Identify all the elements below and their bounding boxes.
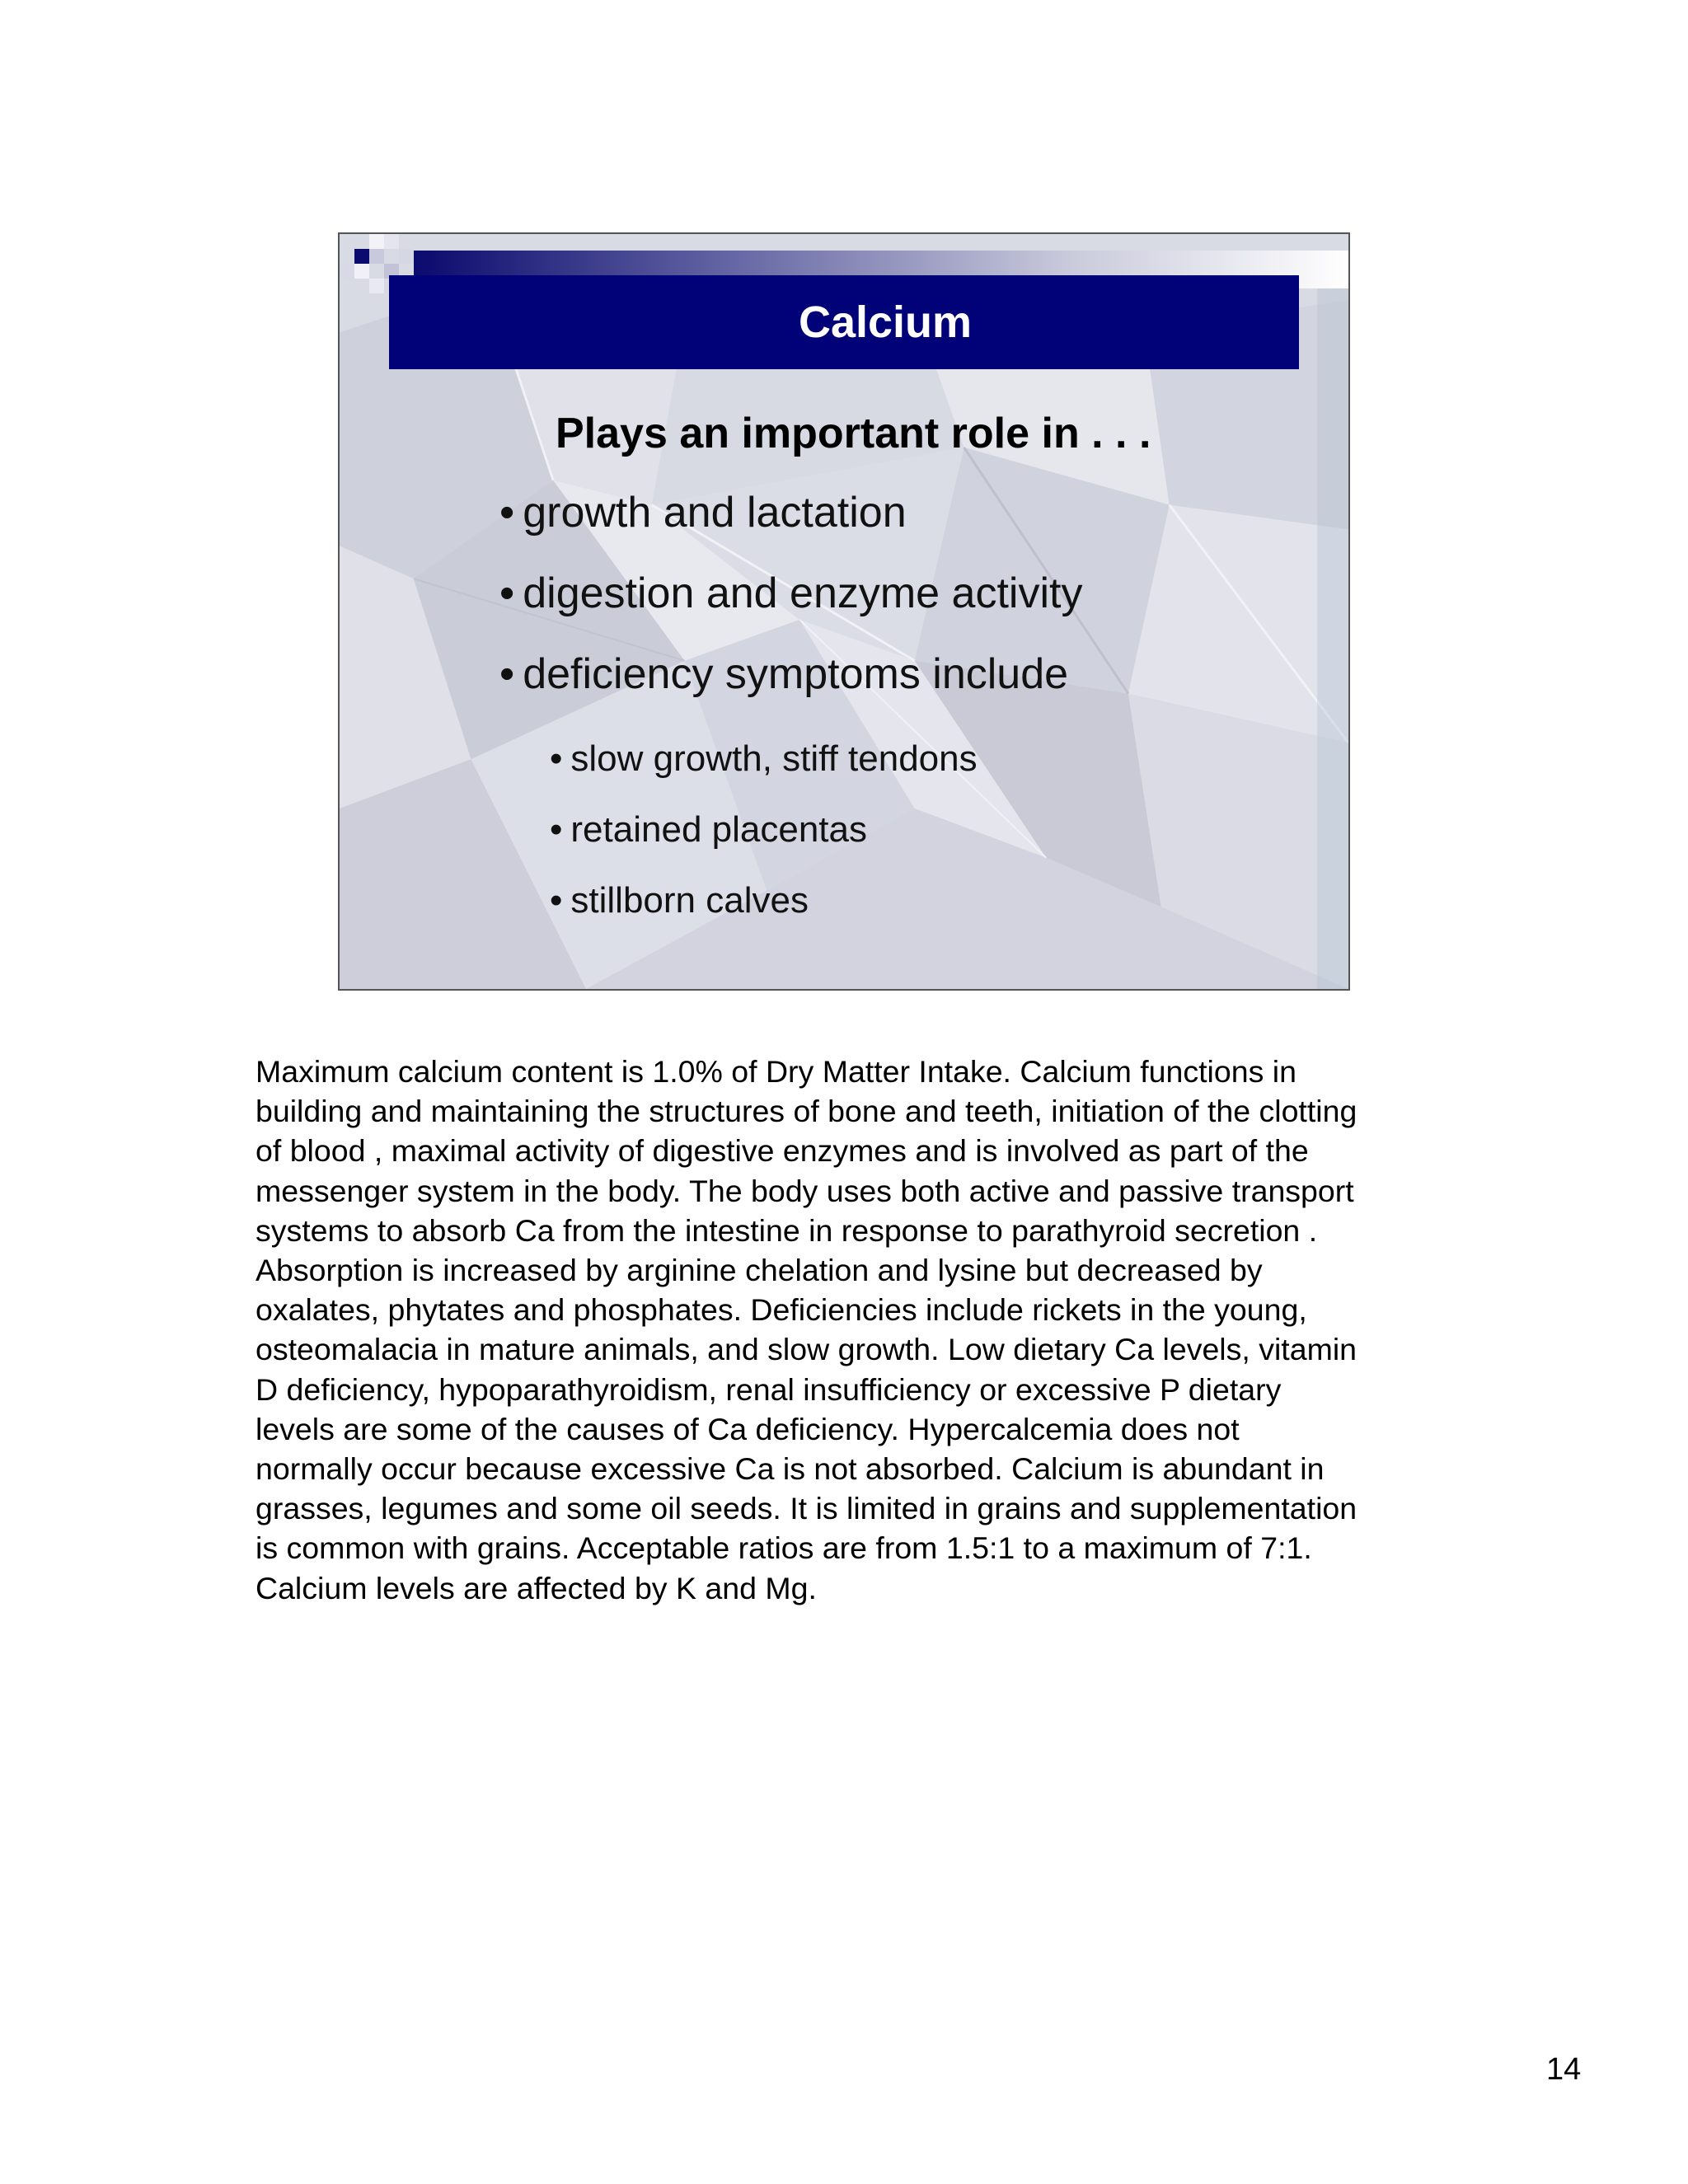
notes-line: normally occur because excessive Ca is not absorbed. Calcium is abundant in [256,1451,1325,1487]
notes-line: is common with grains. Acceptable ratios are from 1.5:1 to a maximum of 7:1. [256,1530,1312,1566]
slide-thumbnail [338,232,1350,991]
bullet-item [499,488,1082,569]
notes-line: of blood , maximal activity of digestive enzymes and is involved as part of the [256,1133,1309,1169]
bullet-list [499,488,1082,730]
sub-bullet-list [550,738,978,951]
notes-line: Calcium levels are affected by K and Mg. [256,1570,817,1605]
sub-bullet-text: slow growth, stiff tendons [570,738,978,779]
page-number: 14 [1546,2052,1582,2087]
bullet-text: deficiency symptoms include [523,650,1069,698]
bullet-item [499,649,1082,730]
bullet-marker: • [550,738,563,779]
slide-title: Calcium [798,298,973,347]
sub-bullet-item [550,809,978,880]
notes-line: Maximum calcium content is 1.0% of Dry Matter Intake. Calcium functions in [256,1054,1296,1089]
speaker-notes [256,1052,1459,1608]
sub-bullet-item [550,738,978,809]
bullet-marker: • [499,489,515,537]
notes-line: oxalates, phytates and phosphates. Deficiencies include rickets in the young, [256,1292,1307,1328]
notes-line: levels are some of the causes of Ca deficiency. Hypercalcemia does not [256,1411,1240,1446]
notes-line: Absorption is increased by arginine chelation and lysine but decreased by [256,1253,1263,1288]
slide-title-bar [389,275,1299,369]
bullet-marker: • [499,569,515,617]
notes-line: osteomalacia in mature animals, and slow growth. Low dietary Ca levels, vitamin [256,1332,1357,1367]
sub-bullet-item [550,880,978,951]
notes-line: systems to absorb Ca from the intestine in response to parathyroid secretion . [256,1212,1318,1248]
bullet-text: digestion and enzyme activity [523,569,1083,617]
bullet-marker: • [499,650,515,698]
notes-line: grasses, legumes and some oil seeds. It is limited in grains and supplementation [256,1491,1357,1526]
slide-subtitle: Plays an important role in . . . [556,410,1151,457]
sub-bullet-text: retained placentas [570,809,867,850]
notes-line: messenger system in the body. The body uses both active and passive transport [256,1173,1354,1208]
bullet-item [499,569,1082,649]
bullet-marker: • [550,809,563,850]
bullet-text: growth and lactation [523,489,907,537]
sub-bullet-text: stillborn calves [570,880,809,921]
notes-line: D deficiency, hypoparathyroidism, renal insufficiency or excessive P dietary [256,1371,1282,1407]
notes-line: building and maintaining the structures of bone and teeth, initiation of the clotting [256,1094,1357,1129]
bullet-marker: • [550,880,563,921]
